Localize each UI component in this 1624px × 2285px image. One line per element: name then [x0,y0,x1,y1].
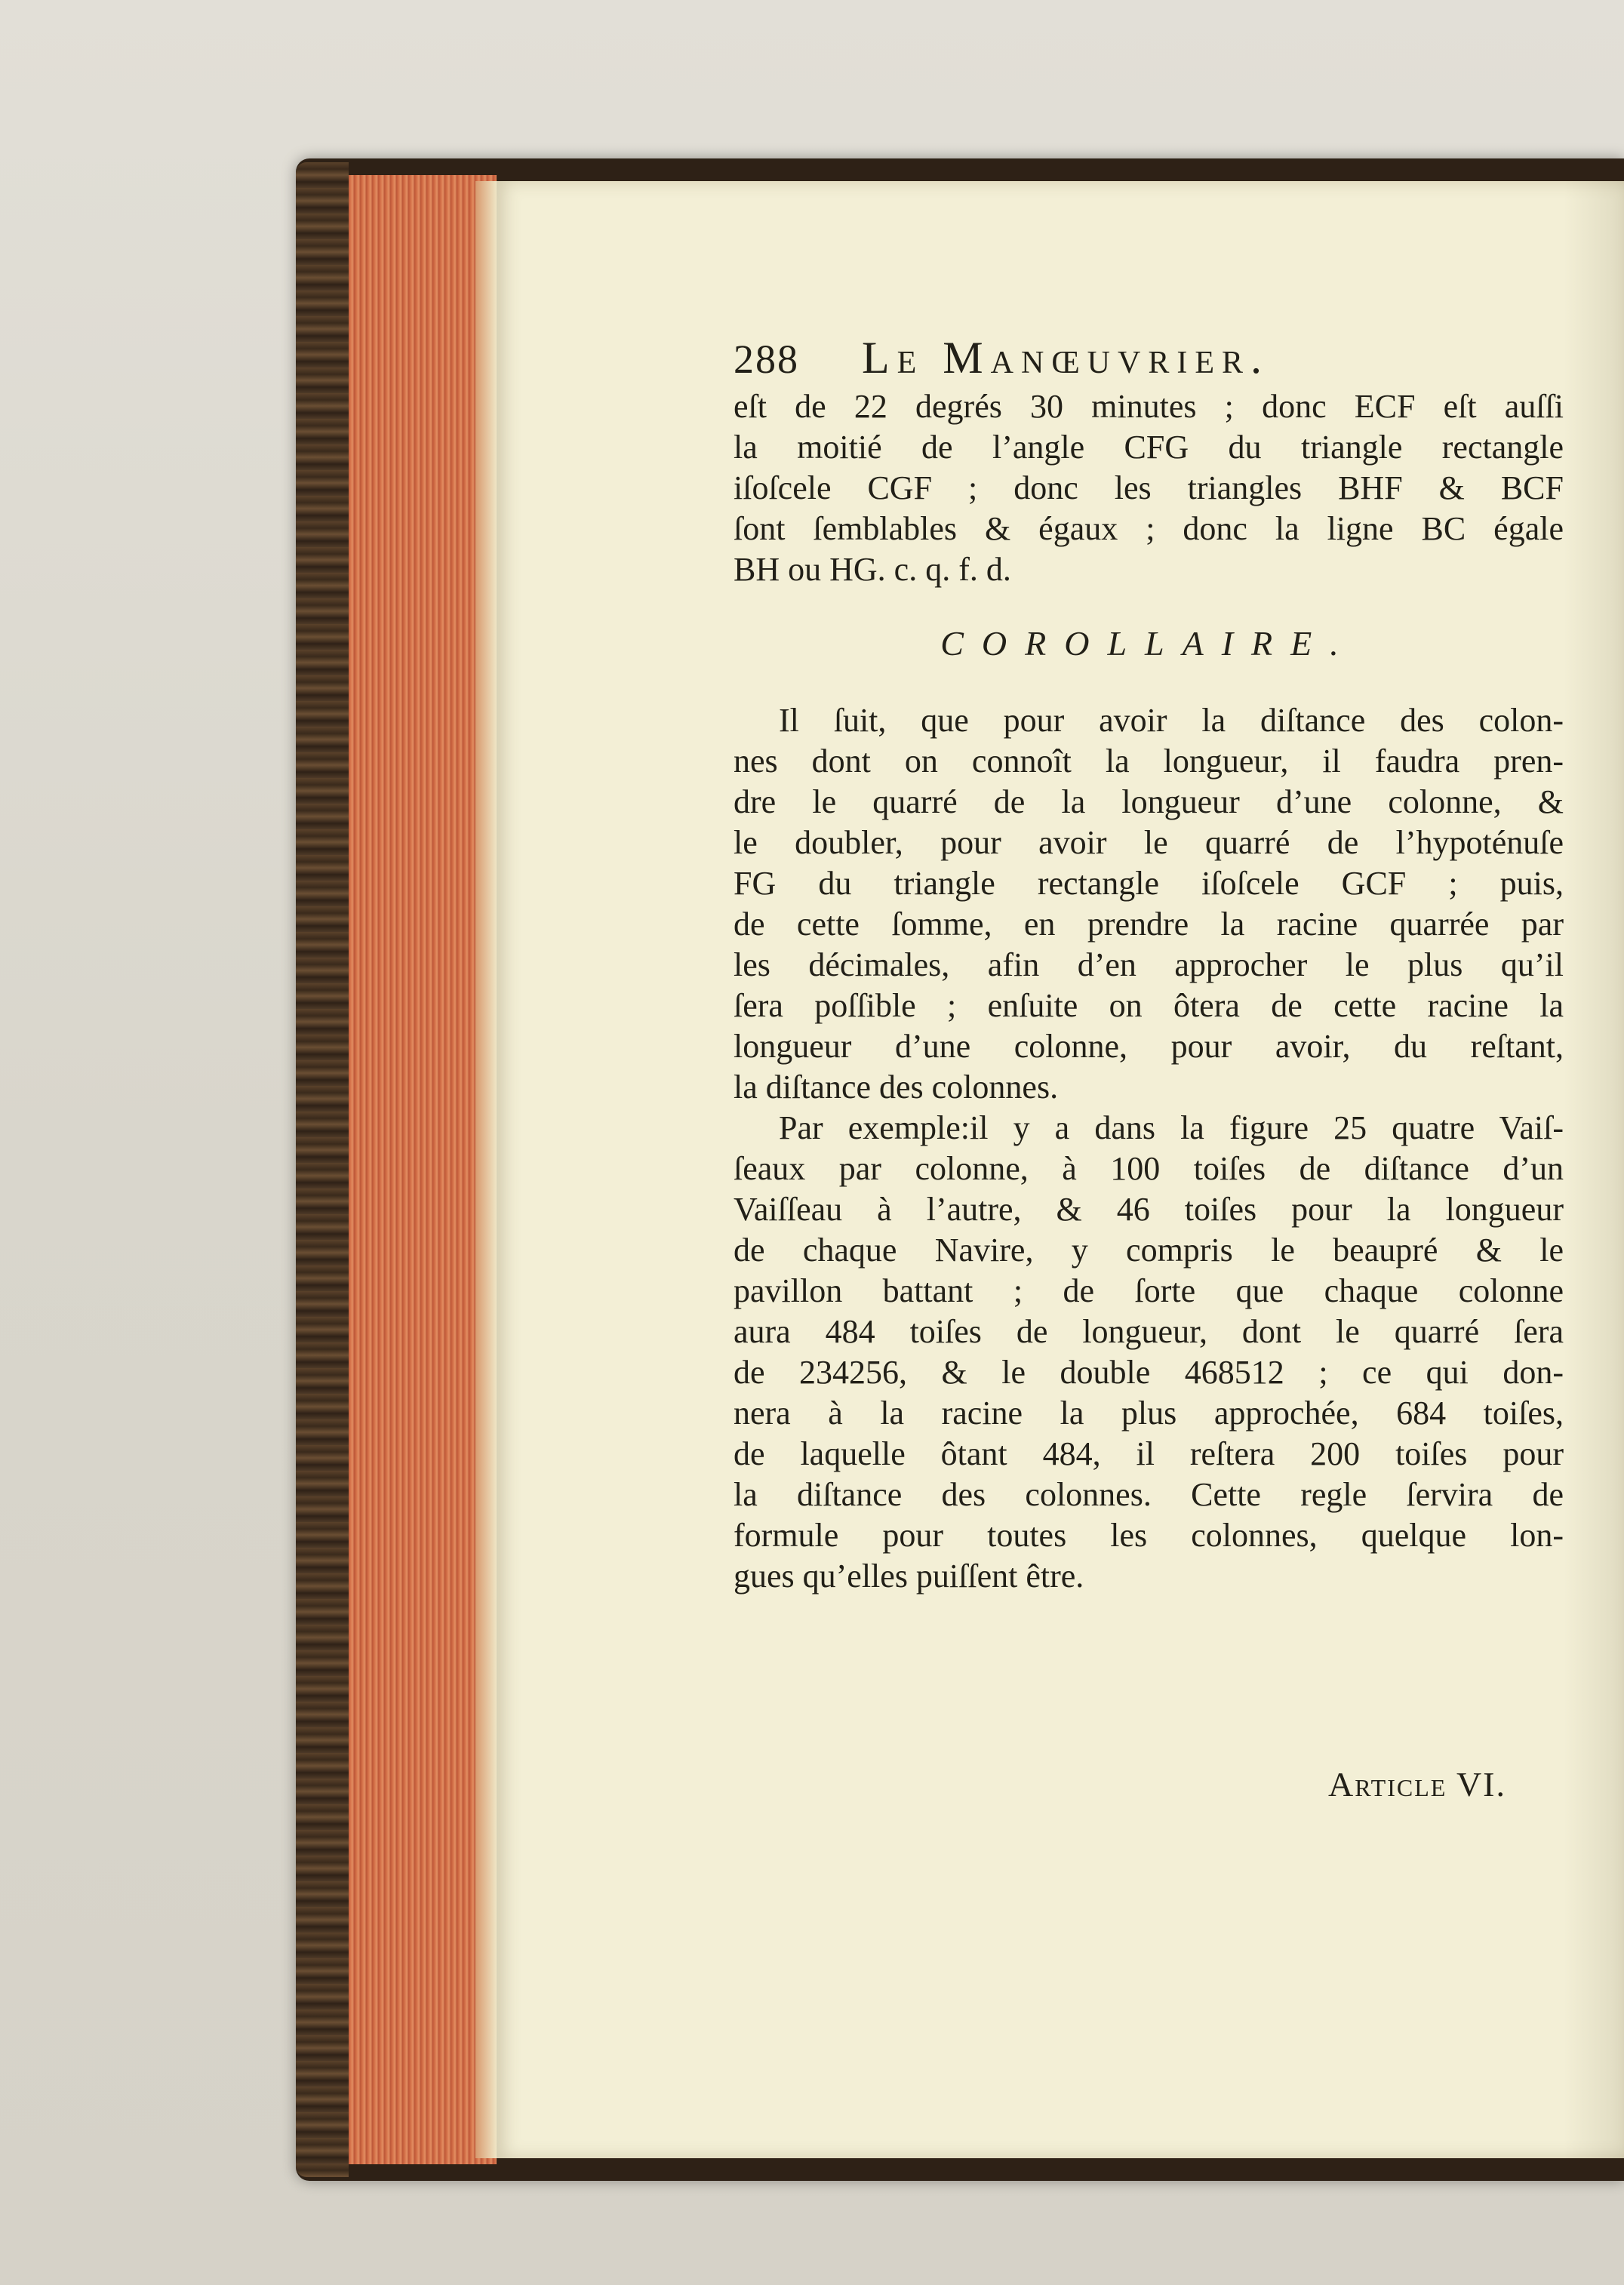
text-line: de laquelle ôtant 484, il reſtera 200 toiſes pour [734,1435,1564,1472]
text-line: BH ou HG. c. q. f. d. [734,551,1011,588]
page-edge-gradient [475,181,497,2158]
text-line: la diſtance des colonnes. Cette regle ſervira de [734,1476,1564,1513]
text-line: nes dont on connoît la longueur, il faudra pren- [734,743,1564,780]
paragraph-2 [734,700,1564,1108]
text-line: ſera poſſible ; enſuite on ôtera de cette racine la [734,987,1564,1024]
running-title: Le Manœuvrier. [862,333,1269,383]
text-line: de chaque Navire, y compris le beaupré & le [734,1232,1564,1269]
text-line: longueur d’une colonne, pour avoir, du reſtant, [734,1028,1564,1065]
text-line: les décimales, afin d’en approcher le plus qu’il [734,946,1564,983]
text-line: ſeaux par colonne, à 100 toiſes de diſtance d’un [734,1150,1564,1187]
text-line: de cette ſomme, en prendre la racine quarrée par [734,906,1564,943]
text-line: ſont ſemblables & égaux ; donc la ligne BC égale [734,510,1564,547]
text-line: FG du triangle rectangle iſoſcele GCF ; puis, [734,865,1564,902]
text-line: le doubler, pour avoir le quarré de l’hypoténuſe [734,824,1564,861]
text-line: dre le quarré de la longueur d’une colonne, & [734,783,1564,820]
page-shade [1564,181,1624,2158]
text-block [734,332,1564,1597]
book-spine [296,162,349,2177]
running-head [734,332,1564,386]
section-heading: COROLLAIRE. [940,624,1357,663]
page-edges [349,175,497,2164]
text-line: Vaiſſeau à l’autre, & 46 toiſes pour la longueur [734,1191,1564,1228]
text-line: formule pour toutes les colonnes, quelque lon- [734,1517,1564,1554]
text-line: la moitié de l’angle CFG du triangle rectangle [734,429,1564,466]
text-line: Par exemple:il y a dans la figure 25 quatre Vaiſ- [779,1109,1564,1146]
text-line: pavillon battant ; de ſorte que chaque colonne [734,1272,1564,1309]
text-line: Il ſuit, que pour avoir la diſtance des colon- [779,702,1564,739]
text-line: eſt de 22 degrés 30 minutes ; donc ECF eſt auſſi [734,388,1564,425]
page-number: 288 [734,337,799,382]
text-line: la diſtance des colonnes. [734,1069,1059,1106]
text-line: aura 484 toiſes de longueur, dont le quarré ſera [734,1313,1564,1350]
paragraph-1 [734,386,1564,590]
text-line: nera à la racine la plus approchée, 684 toiſes, [734,1395,1564,1432]
paragraph-3 [734,1108,1564,1597]
text-line: iſoſcele CGF ; donc les triangles BHF & BCF [734,469,1564,506]
text-line: gues qu’elles puiſſent être. [734,1558,1084,1595]
catchword: Article VI. [1328,1765,1506,1804]
text-line: de 234256, & le double 468512 ; ce qui don- [734,1354,1564,1391]
